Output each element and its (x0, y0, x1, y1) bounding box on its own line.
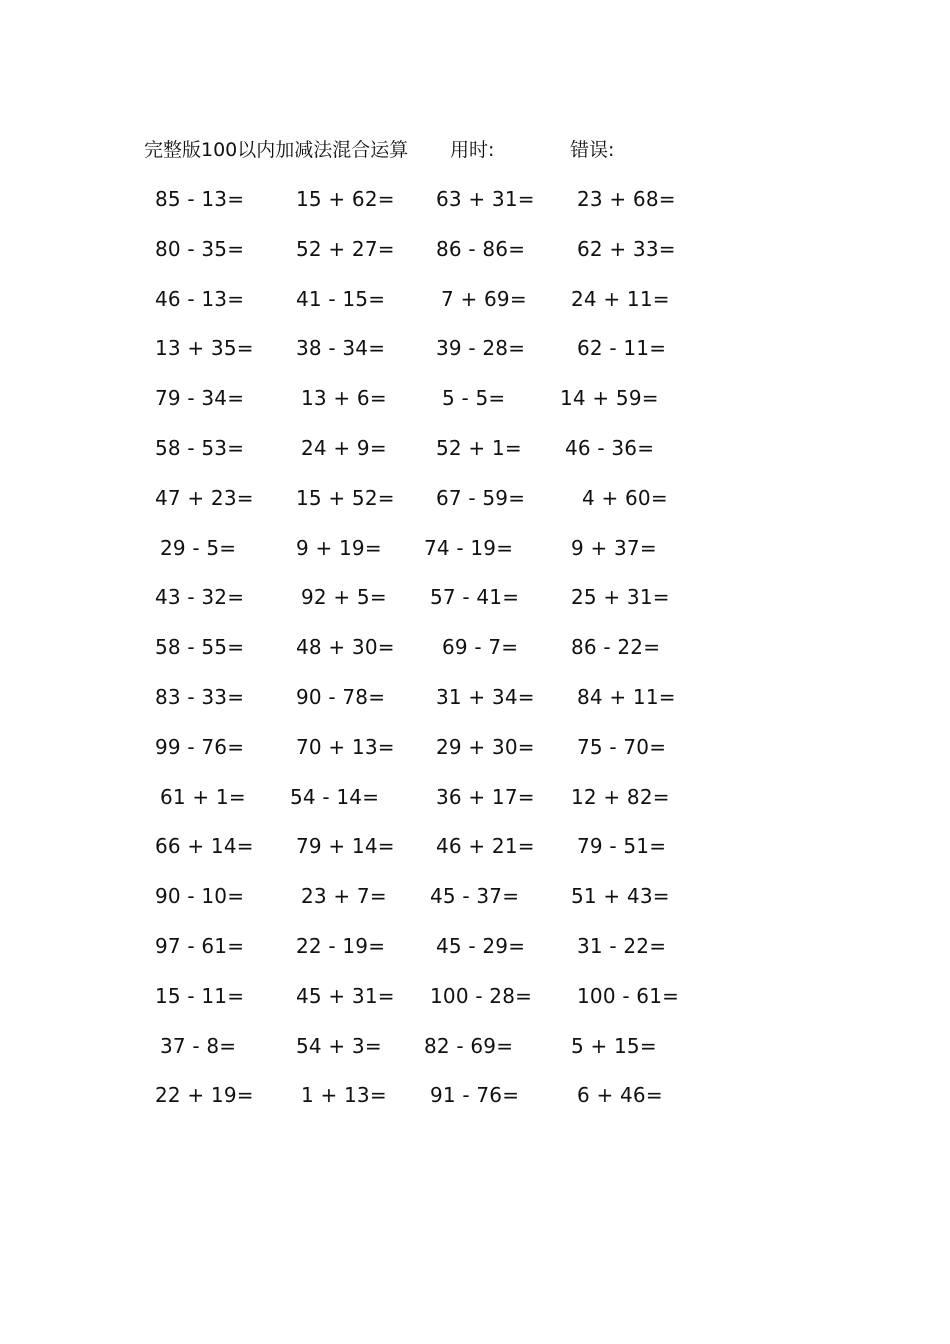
problem-cell: 90 - 78= (296, 684, 386, 709)
problem-cell: 84 + 11= (577, 684, 676, 709)
problem-cell: 57 - 41= (430, 585, 520, 610)
problem-cell: 23 + 7= (301, 884, 387, 909)
problem-row (0, 183, 950, 233)
problem-cell: 4 + 60= (582, 485, 668, 510)
problem-cell: 46 - 13= (155, 286, 245, 311)
problem-cell: 66 + 14= (155, 834, 254, 859)
problem-cell: 12 + 82= (571, 784, 670, 809)
problem-cell: 79 - 51= (577, 834, 667, 859)
problem-cell: 58 - 55= (155, 635, 245, 660)
problem-cell: 13 + 35= (155, 336, 254, 361)
problem-cell: 79 - 34= (155, 386, 245, 411)
problem-cell: 23 + 68= (577, 187, 676, 211)
problem-cell: 86 - 22= (571, 635, 661, 660)
problem-cell: 99 - 76= (155, 734, 245, 759)
problem-cell: 14 + 59= (560, 386, 659, 411)
problem-cell: 43 - 32= (155, 585, 245, 610)
problem-cell: 69 - 7= (442, 635, 519, 660)
problem-row (0, 432, 950, 482)
problem-row (0, 332, 950, 382)
problem-row (0, 1030, 950, 1080)
problem-cell: 31 + 34= (436, 684, 535, 709)
problem-cell: 92 + 5= (301, 585, 387, 610)
problem-cell: 62 + 33= (577, 236, 676, 261)
problem-cell: 29 + 30= (436, 734, 535, 759)
problem-cell: 5 + 15= (571, 1033, 657, 1058)
problem-cell: 41 - 15= (296, 286, 386, 311)
problem-cell: 5 - 5= (442, 386, 506, 411)
problem-cell: 22 + 19= (155, 1083, 254, 1108)
problem-row (0, 930, 950, 980)
problem-cell: 63 + 31= (436, 187, 535, 211)
problem-cell: 67 - 59= (436, 485, 526, 510)
problem-cell: 6 + 46= (577, 1083, 663, 1108)
problem-cell: 91 - 76= (430, 1083, 520, 1108)
problem-cell: 13 + 6= (301, 386, 387, 411)
problem-row (0, 980, 950, 1030)
time-used-label: 用时: (450, 139, 495, 161)
problem-cell: 36 + 17= (436, 784, 535, 809)
problem-cell: 97 - 61= (155, 933, 245, 958)
problem-cell: 15 - 11= (155, 983, 245, 1008)
problem-cell: 62 - 11= (577, 336, 667, 361)
problem-cell: 100 - 61= (577, 983, 680, 1008)
problem-cell: 15 + 52= (296, 485, 395, 510)
problem-cell: 1 + 13= (301, 1083, 387, 1108)
problem-cell: 45 - 29= (436, 933, 526, 958)
problem-row (0, 880, 950, 930)
problem-cell: 38 - 34= (296, 336, 386, 361)
problem-cell: 9 + 37= (571, 535, 657, 560)
problem-cell: 75 - 70= (577, 734, 667, 759)
problem-cell: 46 + 21= (436, 834, 535, 859)
problem-cell: 46 - 36= (565, 435, 655, 460)
problem-cell: 52 + 1= (436, 435, 522, 460)
problem-cell: 51 + 43= (571, 884, 670, 909)
problem-cell: 25 + 31= (571, 585, 670, 610)
problem-cell: 80 - 35= (155, 236, 245, 261)
problem-cell: 48 + 30= (296, 635, 395, 660)
problem-cell: 24 + 11= (571, 286, 670, 311)
problem-cell: 45 - 37= (430, 884, 520, 909)
problem-row (0, 681, 950, 731)
problem-grid (0, 183, 950, 1129)
problem-cell: 47 + 23= (155, 485, 254, 510)
problem-row (0, 631, 950, 681)
problem-row (0, 781, 950, 831)
problem-cell: 22 - 19= (296, 933, 386, 958)
problem-cell: 54 - 14= (290, 784, 380, 809)
problem-cell: 82 - 69= (424, 1033, 514, 1058)
problem-cell: 9 + 19= (296, 535, 382, 560)
error-count-label: 错误: (570, 139, 615, 161)
worksheet-title: 完整版100以内加减法混合运算 (144, 139, 409, 161)
problem-cell: 29 - 5= (160, 535, 237, 560)
problem-row (0, 482, 950, 532)
problem-cell: 79 + 14= (296, 834, 395, 859)
problem-cell: 70 + 13= (296, 734, 395, 759)
problem-row (0, 1079, 950, 1129)
problem-cell: 24 + 9= (301, 435, 387, 460)
problem-cell: 85 - 13= (155, 187, 245, 211)
problem-row (0, 731, 950, 781)
problem-cell: 74 - 19= (424, 535, 514, 560)
problem-row (0, 382, 950, 432)
problem-cell: 86 - 86= (436, 236, 526, 261)
problem-cell: 90 - 10= (155, 884, 245, 909)
problem-cell: 52 + 27= (296, 236, 395, 261)
problem-cell: 100 - 28= (430, 983, 533, 1008)
problem-cell: 83 - 33= (155, 684, 245, 709)
problem-cell: 54 + 3= (296, 1033, 382, 1058)
problem-cell: 37 - 8= (160, 1033, 237, 1058)
problem-cell: 15 + 62= (296, 187, 395, 211)
problem-row (0, 233, 950, 283)
problem-cell: 61 + 1= (160, 784, 246, 809)
problem-row (0, 532, 950, 582)
problem-cell: 39 - 28= (436, 336, 526, 361)
problem-cell: 58 - 53= (155, 435, 245, 460)
problem-cell: 7 + 69= (441, 286, 527, 311)
problem-cell: 31 - 22= (577, 933, 667, 958)
problem-row (0, 830, 950, 880)
problem-row (0, 283, 950, 333)
problem-row (0, 581, 950, 631)
problem-cell: 45 + 31= (296, 983, 395, 1008)
